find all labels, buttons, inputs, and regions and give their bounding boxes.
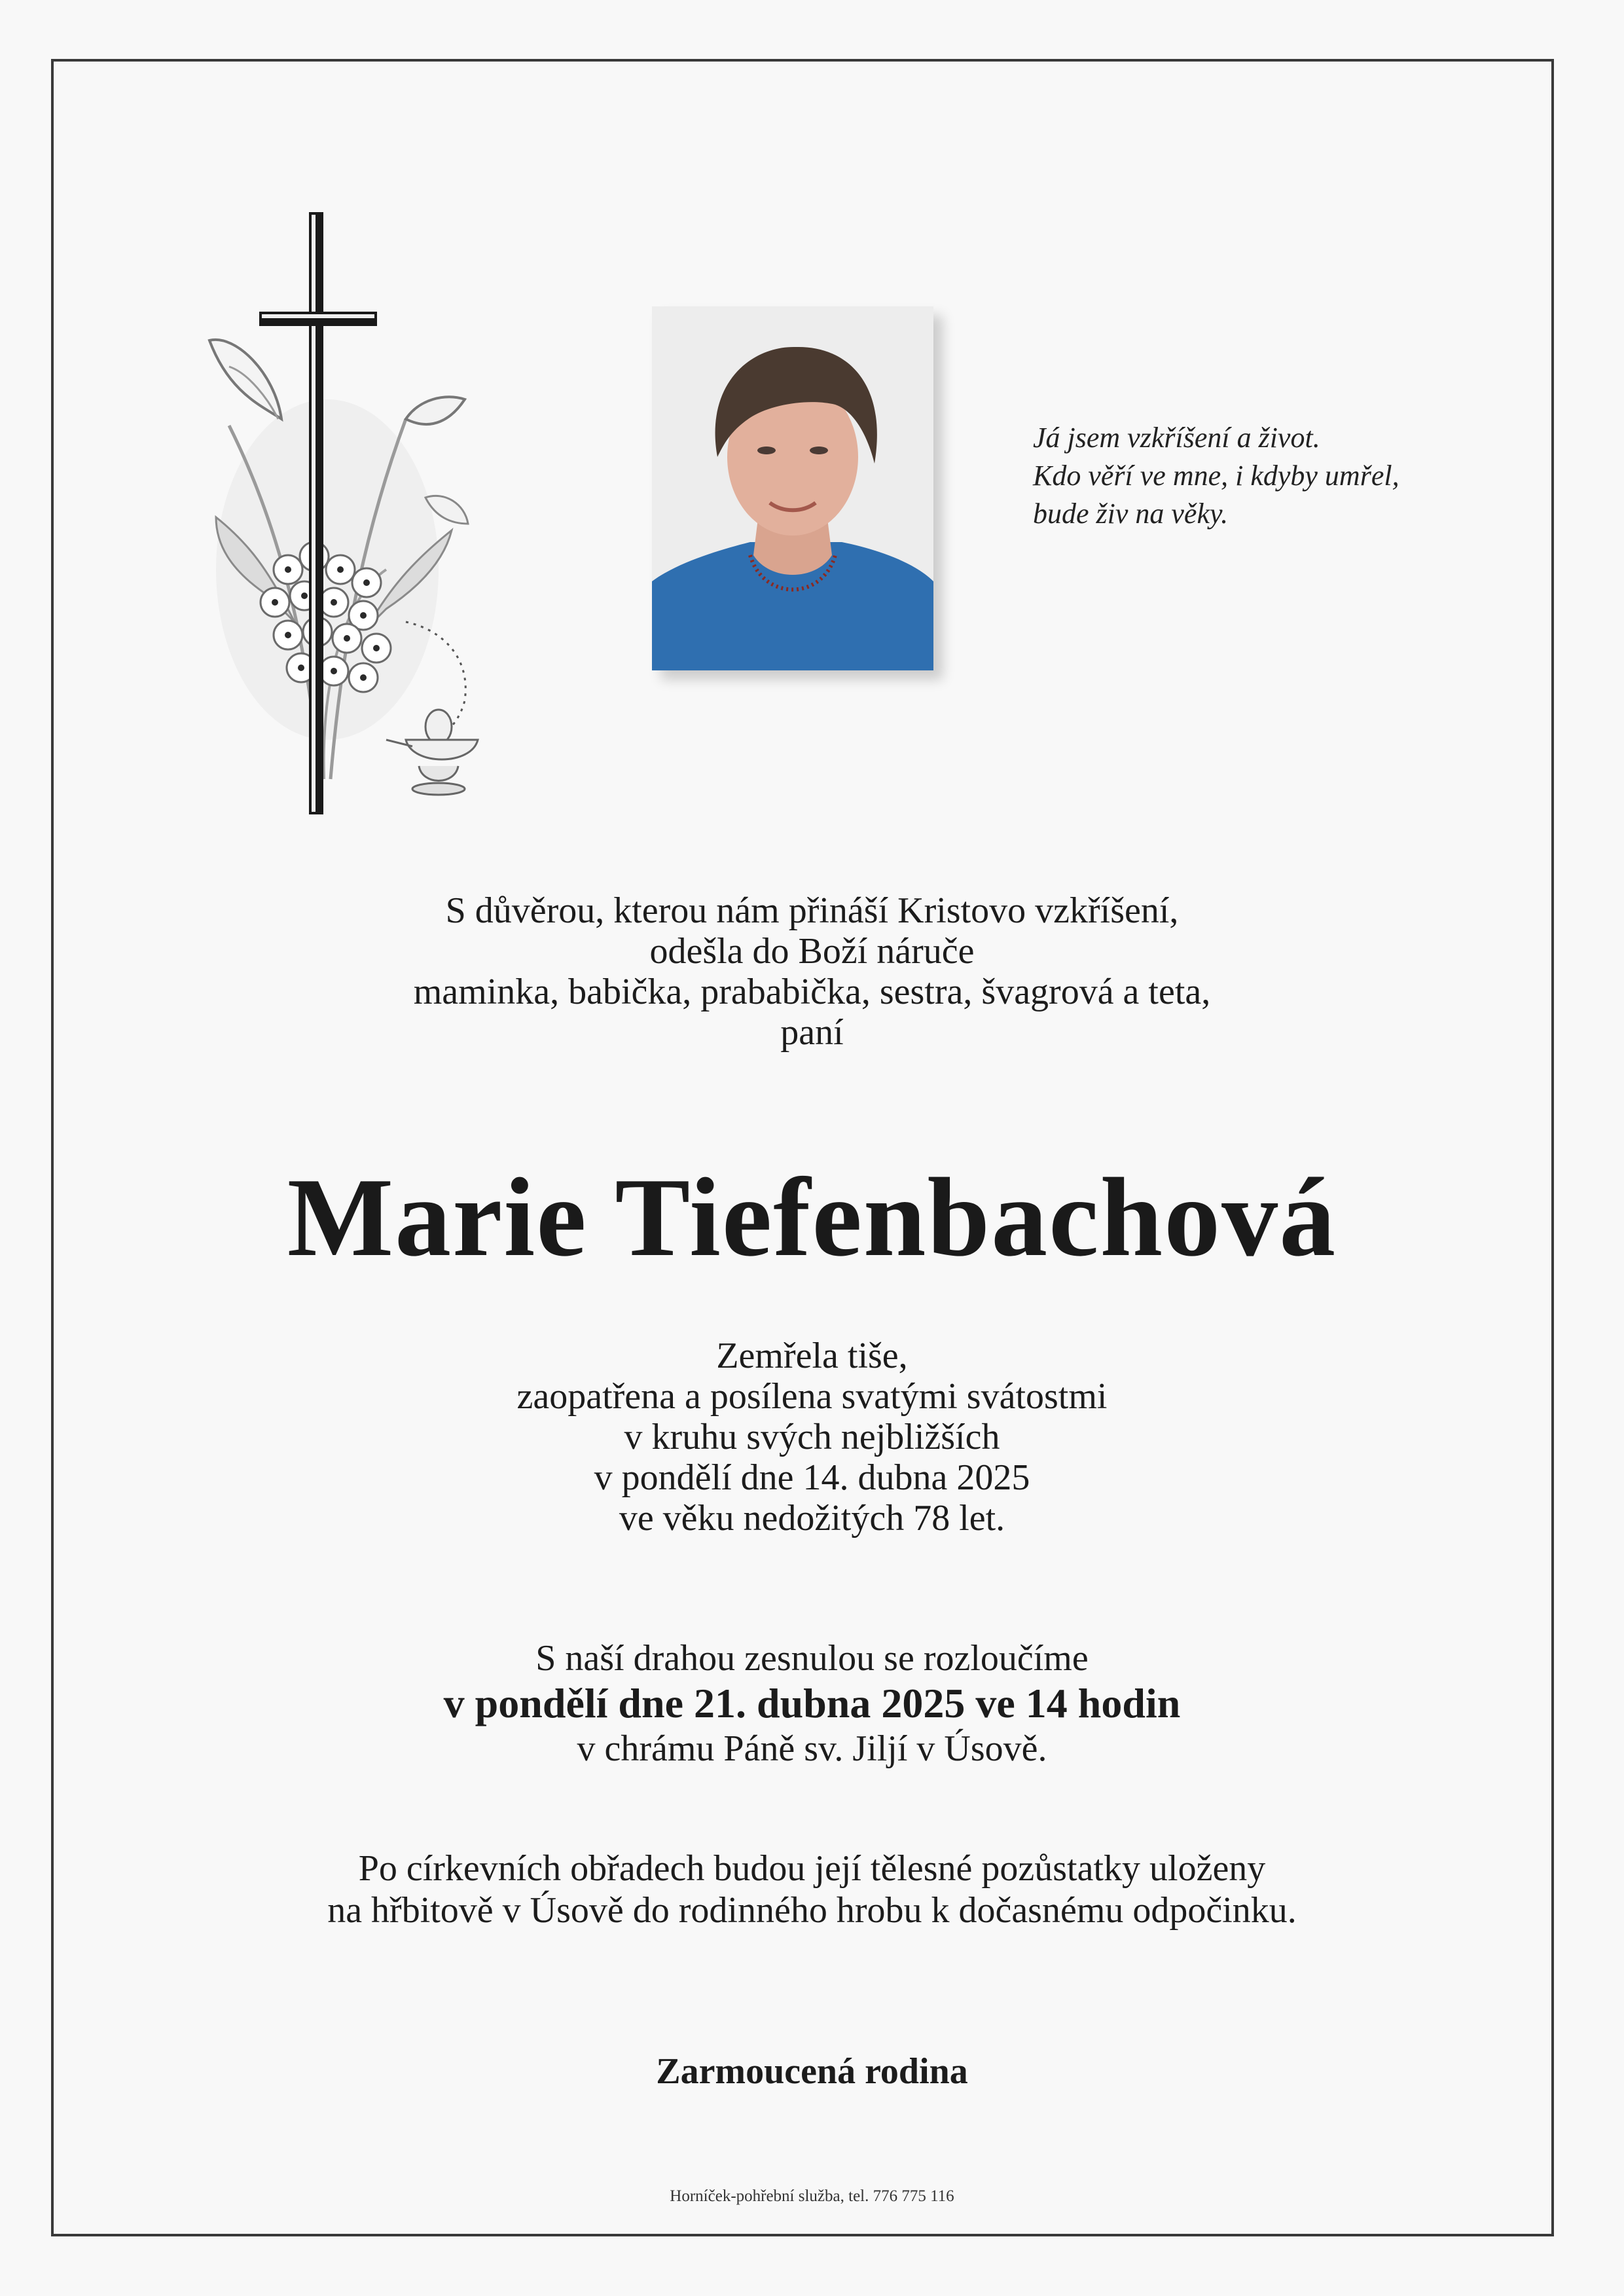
death-line: ve věku nedožitých 78 let.: [619, 1498, 1005, 1539]
intro-line: odešla do Boží náruče: [649, 931, 975, 972]
death-line: v kruhu svých nejbližších: [624, 1417, 1000, 1457]
portrait-photo: [652, 306, 933, 670]
deceased-name: Marie Tiefenbachová: [287, 1156, 1337, 1280]
funeral-place: v chrámu Páně sv. Jiljí v Úsově.: [577, 1728, 1047, 1769]
death-info: [0, 1336, 1624, 1539]
death-line: Zemřela tiše,: [716, 1336, 908, 1376]
burial-line: na hřbitově v Úsově do rodinného hrobu k dočasnému odpočinku.: [327, 1890, 1297, 1931]
funeral-intro: S naší drahou zesnulou se rozloučíme: [535, 1638, 1089, 1679]
quote-line: bude živ na věky.: [1033, 498, 1229, 530]
quote-line: Kdo věří ve mne, i kdyby umřel,: [1033, 460, 1399, 492]
quote-line: Já jsem vzkříšení a život.: [1033, 422, 1320, 454]
funeral-datetime: v pondělí dne 21. dubna 2025 ve 14 hodin: [443, 1680, 1181, 1726]
death-line: v pondělí dne 14. dubna 2025: [594, 1457, 1030, 1498]
funeral-info: [0, 1638, 1624, 1769]
burial-line: Po církevních obřadech budou její tělesné pozůstatky uloženy: [358, 1848, 1266, 1889]
intro-line: S důvěrou, kterou nám přináší Kristovo vzkříšení,: [445, 890, 1179, 931]
intro-line: maminka, babička, prababička, sestra, švagrová a teta,: [413, 972, 1211, 1012]
family-signature: Zarmoucená rodina: [656, 2051, 968, 2092]
cross-with-flowers-icon: [190, 203, 497, 825]
bible-quote: [1033, 419, 1399, 533]
burial-info: [0, 1848, 1624, 1931]
intro-line: paní: [780, 1012, 844, 1053]
intro-text: [0, 890, 1624, 1053]
funeral-service-footer: Horníček-pohřební služba, tel. 776 775 116: [670, 2187, 954, 2205]
death-line: zaopatřena a posílena svatými svátostmi: [516, 1376, 1108, 1417]
